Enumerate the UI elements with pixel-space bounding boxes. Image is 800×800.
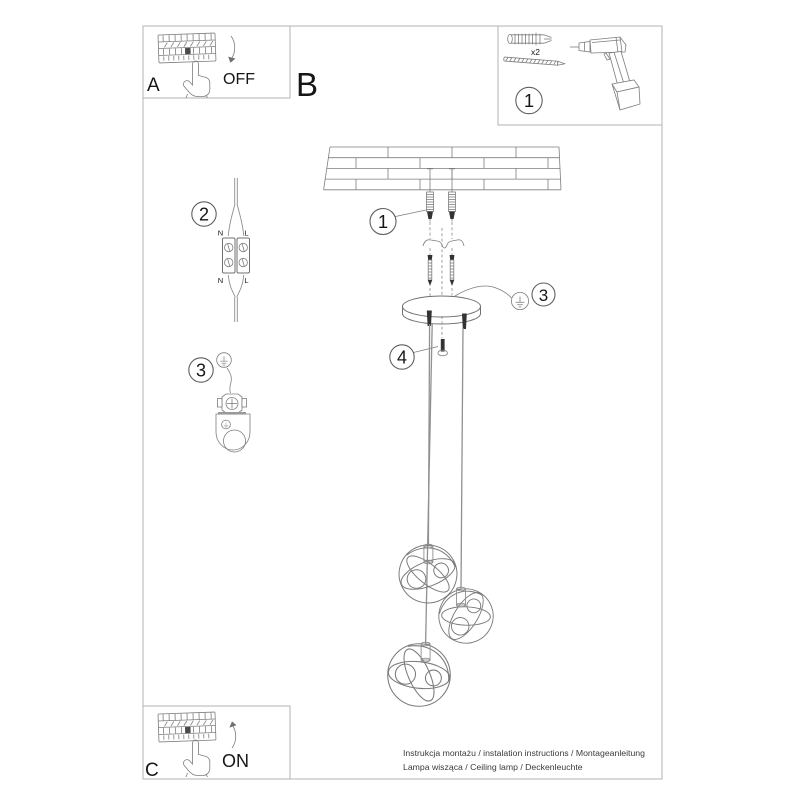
ceiling-slab <box>324 147 561 190</box>
live-label-bottom: L <box>244 276 249 285</box>
drill-icon <box>570 37 640 110</box>
arrow-up-icon <box>229 721 236 748</box>
step-b-label: B <box>296 66 319 103</box>
footer-line2: Lampa wisząca / Ceiling lamp / Deckenleuchte <box>403 762 583 772</box>
connector-callout-number: 2 <box>198 204 210 225</box>
step-a-box <box>143 26 290 98</box>
mounting-bracket <box>423 240 464 248</box>
ground-callout-number: 3 <box>538 285 549 305</box>
ground-clamp-diagram <box>189 353 250 452</box>
live-label-top: L <box>244 228 249 238</box>
cable-grip-left <box>427 311 432 327</box>
power-off-label: OFF <box>223 71 255 88</box>
parts-callout-number: 1 <box>523 90 535 111</box>
step-a-border <box>143 26 290 98</box>
clamp-bracket <box>216 412 250 452</box>
anchors-callout-number: 1 <box>377 211 389 232</box>
ground-wire <box>455 286 512 298</box>
screw-icon <box>504 57 565 66</box>
neutral-label-top: N <box>217 228 224 238</box>
ground-callout-number-left: 3 <box>195 360 207 381</box>
cable-line <box>461 328 463 589</box>
dowel-quantity-label: x2 <box>531 47 540 57</box>
ground-symbol-badge-small <box>217 353 232 368</box>
pendant-shade-middle <box>430 580 503 652</box>
breaker-panel-icon <box>158 33 216 63</box>
footer-line1: Instrukcja montażu / instalation instructions / Montageanleitung <box>403 748 645 758</box>
anchor-screw-right <box>449 192 456 222</box>
anchors-callout-leader <box>396 210 427 217</box>
parts-box <box>498 26 662 125</box>
canopy-screw-right <box>450 255 455 286</box>
strain-screw-icon <box>438 339 448 356</box>
canopy-screw-left <box>428 255 433 286</box>
press-hand-icon <box>183 61 209 98</box>
step-c-border <box>143 706 290 779</box>
arrow-down-icon <box>228 36 235 63</box>
step-c-box <box>143 706 290 781</box>
ground-wire-detail <box>227 368 231 393</box>
neutral-label-bottom: N <box>217 276 224 285</box>
embedded-screw-marks <box>427 169 455 192</box>
power-on-label: ON <box>222 751 249 771</box>
clamp-terminal <box>218 394 247 413</box>
ground-symbol-badge <box>511 292 528 309</box>
ceiling-assembly <box>324 147 561 720</box>
canopy <box>403 296 481 324</box>
terminal-block <box>223 238 250 273</box>
strain-callout-leader <box>414 347 439 353</box>
pendant-shade-bottom <box>374 630 464 720</box>
step-a-label: A <box>147 75 160 96</box>
anchor-screw-left <box>427 192 434 222</box>
wire-connector-diagram <box>192 178 250 322</box>
alignment-dashes <box>430 222 452 297</box>
step-c-label: C <box>145 760 159 781</box>
strain-callout-number: 4 <box>396 347 408 368</box>
wall-plug-icon <box>508 33 552 45</box>
breaker-panel-icon <box>158 712 216 742</box>
suspension-cables <box>426 324 463 644</box>
press-hand-icon <box>183 740 209 777</box>
cable-grip-right <box>462 314 467 330</box>
